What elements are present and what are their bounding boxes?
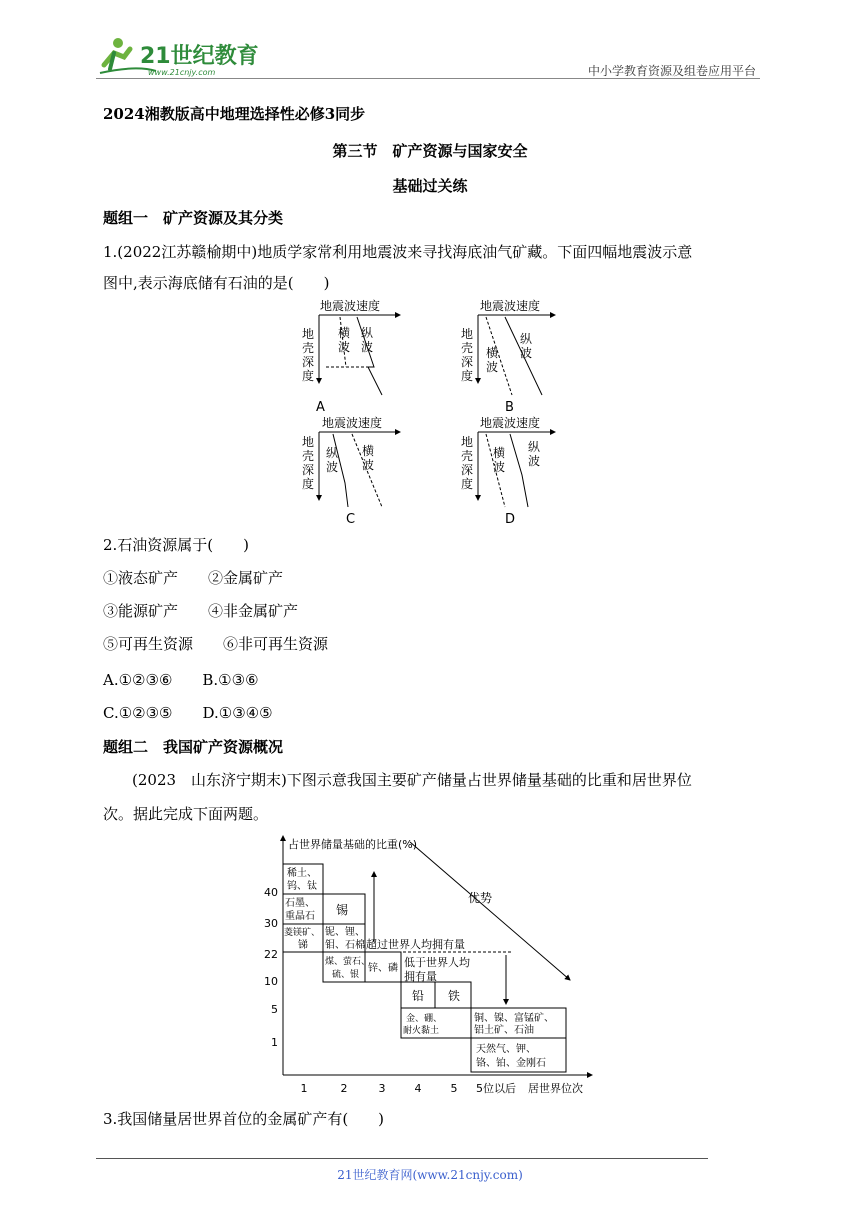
svg-text:横: 横	[493, 446, 506, 460]
svg-text:壳: 壳	[461, 341, 474, 355]
platform-name: 中小学教育资源及组卷应用平台	[587, 64, 756, 78]
svg-text:地: 地	[302, 435, 315, 449]
svg-text:重晶石: 重晶石	[285, 911, 315, 922]
subtitle: 基础过关练	[392, 177, 468, 195]
svg-text:横: 横	[362, 444, 375, 458]
x-axis-label: 居世界位次	[528, 1082, 583, 1095]
section-title: 第三节 矿产资源与国家安全	[332, 142, 528, 160]
svg-text:地: 地	[461, 435, 474, 449]
above-per-capita-label: 超过世界人均拥有量	[366, 938, 465, 951]
svg-text:低于世界人均: 低于世界人均	[404, 956, 470, 969]
svg-text:波: 波	[361, 340, 374, 354]
svg-text:1: 1	[271, 1036, 278, 1049]
svg-text:地震波速度: 地震波速度	[480, 299, 541, 313]
svg-text:横: 横	[338, 326, 351, 340]
y-axis-label: 占世界储量基础的比重(%)	[288, 838, 418, 851]
panel-b	[461, 298, 555, 415]
svg-text:纵: 纵	[361, 326, 374, 340]
svg-text:地震波速度: 地震波速度	[480, 416, 541, 430]
svg-text:波: 波	[486, 360, 499, 374]
q2-option-row-2: ③能源矿产 ④非金属矿产	[103, 602, 299, 620]
svg-text:铬、铂、金刚石: 铬、铂、金刚石	[476, 1058, 546, 1069]
q2-option-row-3: ⑤可再生资源 ⑥非可再生资源	[103, 635, 329, 653]
svg-text:煤、萤石、: 煤、萤石、	[325, 957, 371, 967]
y-ticks	[264, 886, 278, 1049]
svg-text:壳: 壳	[461, 449, 474, 463]
svg-text:金、硼、: 金、硼、	[406, 1014, 443, 1024]
q3-text: 3.我国储量居世界首位的金属矿产有( )	[103, 1110, 385, 1128]
svg-text:5位以后: 5位以后	[476, 1082, 516, 1095]
svg-text:30: 30	[264, 917, 278, 930]
mineral-reserve-chart	[262, 830, 602, 1098]
svg-text:横: 横	[486, 346, 499, 360]
q2-option-row-1: ①液态矿产 ②金属矿产	[103, 569, 284, 587]
header-divider	[96, 78, 760, 79]
svg-text:壳: 壳	[302, 449, 315, 463]
svg-text:10: 10	[264, 975, 278, 988]
q2-answers-row-2: C.①②③⑤ D.①③④⑤	[103, 704, 273, 722]
intro-line-2: 次。据此完成下面两题。	[103, 805, 269, 823]
logo-runner-icon	[96, 35, 266, 77]
svg-text:1: 1	[300, 1082, 308, 1095]
svg-text:地: 地	[302, 327, 315, 341]
svg-text:锡: 锡	[336, 903, 349, 917]
svg-text:40: 40	[264, 886, 278, 899]
svg-text:纵: 纵	[520, 332, 533, 346]
q1-text-line2: 图中,表示海底储有石油的是( )	[103, 274, 330, 292]
label-b: B	[505, 400, 514, 415]
label-c: C	[346, 512, 356, 527]
svg-text:地: 地	[461, 327, 474, 341]
svg-text:铝土矿、石油: 铝土矿、石油	[474, 1025, 534, 1036]
panel-d	[461, 415, 555, 527]
svg-text:铁: 铁	[448, 989, 461, 1003]
svg-text:度: 度	[461, 369, 474, 383]
x-ticks	[301, 1082, 517, 1095]
svg-text:3: 3	[378, 1082, 386, 1095]
svg-text:深: 深	[302, 355, 315, 369]
svg-text:天然气、钾、: 天然气、钾、	[476, 1044, 536, 1055]
svg-text:5: 5	[271, 1003, 278, 1016]
svg-text:石墨、: 石墨、	[285, 898, 315, 909]
svg-text:度: 度	[461, 477, 474, 491]
svg-text:度: 度	[302, 477, 315, 491]
svg-text:锑: 锑	[298, 940, 308, 951]
svg-text:波: 波	[520, 346, 533, 360]
svg-text:度: 度	[302, 369, 315, 383]
svg-text:纵: 纵	[528, 440, 541, 454]
footer-link[interactable]: 21世纪教育网(www.21cnjy.com)	[337, 1168, 523, 1182]
svg-text:波: 波	[326, 460, 339, 474]
svg-text:地震波速度: 地震波速度	[322, 416, 383, 430]
panel-a	[302, 298, 400, 415]
svg-text:2: 2	[340, 1082, 348, 1095]
q1-text-line1: 1.(2022江苏赣榆期中)地质学家常利用地震波来寻找海底油气矿藏。下面四幅地震波示意	[103, 243, 693, 261]
svg-text:菱镁矿、: 菱镁矿、	[284, 928, 321, 938]
group2-heading: 题组二 我国矿产资源概况	[103, 738, 284, 756]
svg-text:地震波速度: 地震波速度	[320, 299, 381, 313]
svg-text:耐火黏土: 耐火黏土	[403, 1026, 440, 1036]
svg-text:铅: 铅	[412, 989, 425, 1003]
svg-text:5: 5	[450, 1082, 458, 1095]
svg-text:铌、锂、: 铌、锂、	[325, 927, 365, 938]
seismic-wave-figure	[290, 295, 560, 530]
svg-text:拥有量: 拥有量	[404, 970, 437, 983]
svg-text:22: 22	[264, 948, 278, 961]
svg-text:波: 波	[338, 340, 351, 354]
panel-c	[302, 415, 400, 527]
series-title: 2024湘教版高中地理选择性必修3同步	[103, 105, 366, 123]
svg-text:21世纪教育: 21世纪教育	[140, 44, 259, 69]
svg-text:波: 波	[362, 458, 375, 472]
q2-answers-row-1: A.①②③⑥ B.①③⑥	[103, 671, 259, 689]
label-a: A	[316, 400, 325, 415]
svg-text:4: 4	[414, 1082, 422, 1095]
svg-text:铜、镍、富锰矿、: 铜、镍、富锰矿、	[474, 1013, 554, 1024]
svg-text:波: 波	[493, 460, 506, 474]
group1-heading: 题组一 矿产资源及其分类	[103, 209, 284, 227]
svg-text:锌、磷: 锌、磷	[368, 963, 398, 974]
label-d: D	[505, 512, 516, 527]
svg-text:深: 深	[461, 355, 474, 369]
intro-line-1: (2023 山东济宁期末)下图示意我国主要矿产储量占世界储量基础的比重和居世界位	[132, 771, 692, 789]
svg-text:纵: 纵	[326, 446, 339, 460]
q2-text: 2.石油资源属于( )	[103, 536, 250, 554]
svg-text:钨、钛: 钨、钛	[287, 881, 317, 892]
footer-divider	[96, 1158, 708, 1159]
svg-text:深: 深	[461, 463, 474, 477]
svg-text:钼、石棉: 钼、石棉	[325, 940, 365, 951]
svg-text:www.21cnjy.com: www.21cnjy.com	[148, 68, 216, 77]
svg-text:深: 深	[302, 463, 315, 477]
logo	[96, 35, 266, 77]
advantage-label: 优势	[468, 891, 493, 905]
svg-text:壳: 壳	[302, 341, 315, 355]
svg-text:硫、银: 硫、银	[332, 970, 360, 980]
svg-text:稀土、: 稀土、	[287, 868, 317, 879]
svg-text:波: 波	[528, 454, 541, 468]
